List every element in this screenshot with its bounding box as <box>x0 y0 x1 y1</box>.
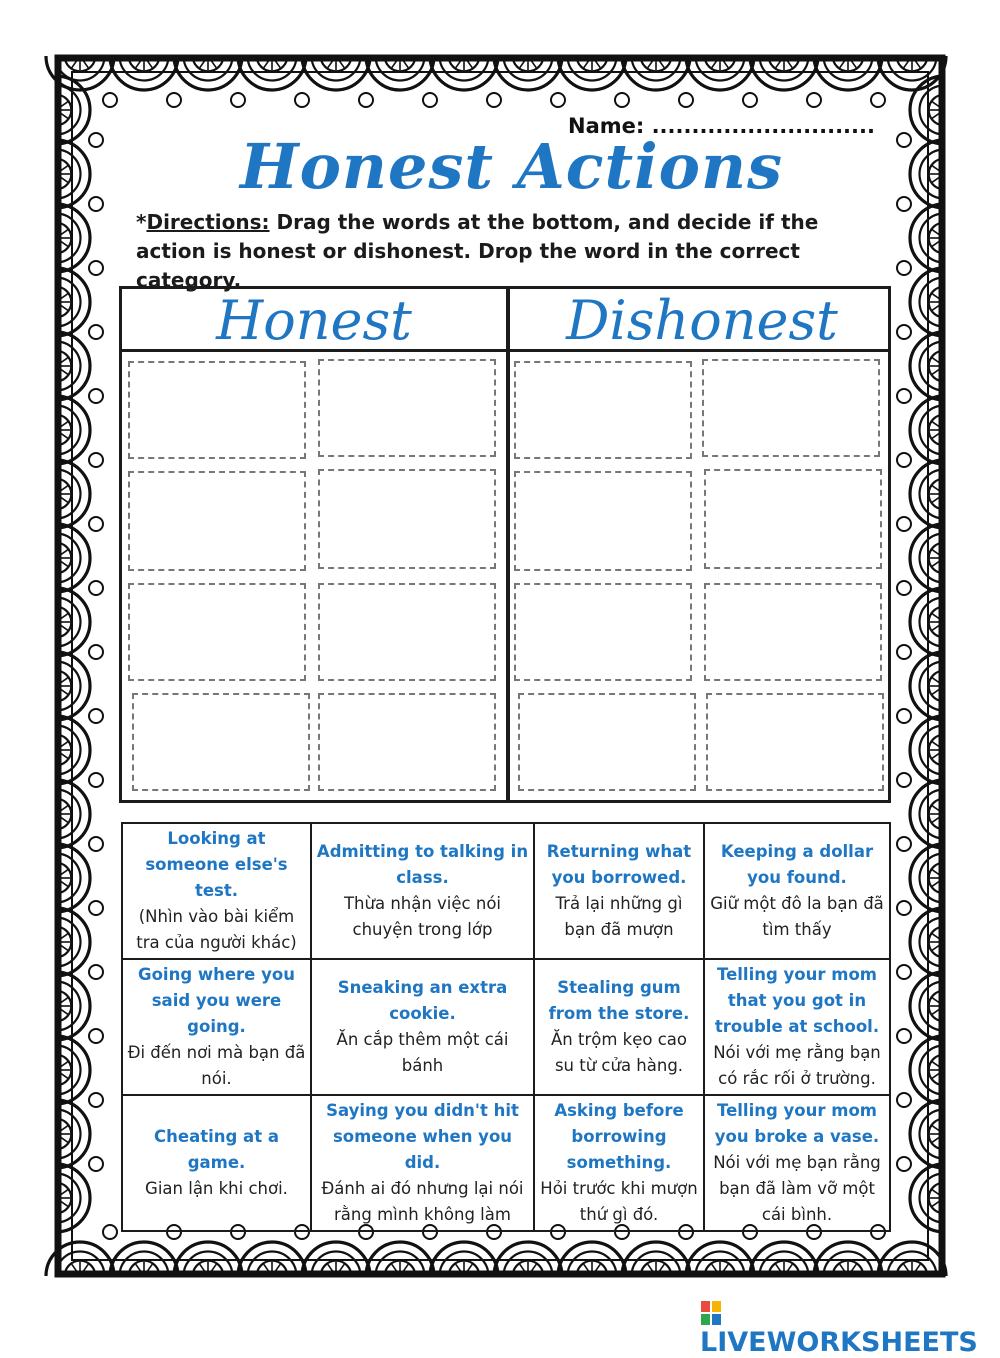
directions-text <box>136 208 876 295</box>
card-vietnamese: Hỏi trước khi mượn thứ gì đó. <box>540 1179 698 1224</box>
card-vietnamese: Ăn cắp thêm một cái bánh <box>336 1030 509 1075</box>
directions-label: Directions: <box>146 210 270 234</box>
word-card[interactable] <box>704 1095 890 1231</box>
dishonest-column-heading: Dishonest <box>566 289 838 352</box>
worksheet-title: Honest Actions <box>240 130 783 203</box>
word-card[interactable] <box>311 959 534 1095</box>
card-vietnamese: Nói với mẹ bạn rằng bạn đã làm vỡ một cái bình. <box>713 1153 881 1224</box>
card-english: Cheating at a game. <box>154 1127 279 1172</box>
honest-drop-zone-7[interactable] <box>132 693 310 791</box>
honest-drop-zone-6[interactable] <box>318 583 496 681</box>
logo-text: LIVEWORKSHEETS <box>700 1327 978 1358</box>
honest-drop-zone-8[interactable] <box>318 693 496 791</box>
column-divider <box>506 289 510 800</box>
card-vietnamese: Nói với mẹ rằng bạn có rắc rối ở trường. <box>713 1043 881 1088</box>
honest-drop-zone-4[interactable] <box>318 469 496 569</box>
word-card[interactable] <box>122 1095 311 1231</box>
card-english: Returning what you borrowed. <box>546 842 692 887</box>
card-english: Stealing gum from the store. <box>548 978 690 1023</box>
card-vietnamese: (Nhìn vào bài kiểm tra của người khác) <box>136 907 297 952</box>
dishonest-drop-zone-1[interactable] <box>514 361 692 459</box>
card-vietnamese: Đánh ai đó nhưng lại nói rằng mình không làm <box>321 1179 524 1224</box>
dishonest-drop-zone-2[interactable] <box>702 359 880 457</box>
card-english: Looking at someone else's test. <box>145 829 288 900</box>
name-field-label: Name: ............................ <box>568 114 875 138</box>
card-english: Keeping a dollar you found. <box>720 842 874 887</box>
dishonest-drop-zone-7[interactable] <box>518 693 696 791</box>
word-card[interactable] <box>704 959 890 1095</box>
directions-body: Drag the words at the bottom, and decide if the action is honest or dishonest. Drop the word in the correct category. <box>136 210 819 292</box>
dishonest-drop-zone-6[interactable] <box>704 583 882 681</box>
card-english: Going where you said you were going. <box>138 965 295 1036</box>
word-card[interactable] <box>122 823 311 959</box>
card-english: Admitting to talking in class. <box>316 842 529 887</box>
card-english: Asking before borrowing something. <box>554 1101 684 1172</box>
card-english: Saying you didn't hit someone when you did. <box>326 1101 519 1172</box>
word-card[interactable] <box>704 823 890 959</box>
word-card[interactable] <box>534 959 704 1095</box>
honest-drop-zone-1[interactable] <box>128 361 306 459</box>
card-vietnamese: Đi đến nơi mà bạn đã nói. <box>127 1043 306 1088</box>
dishonest-drop-zone-8[interactable] <box>706 693 884 791</box>
card-vietnamese: Gian lận khi chơi. <box>145 1179 288 1198</box>
directions-asterisk: * <box>136 210 147 234</box>
word-card[interactable] <box>311 1095 534 1231</box>
logo-icon <box>700 1300 722 1326</box>
sorting-area <box>119 286 891 803</box>
card-english: Telling your mom you broke a vase. <box>714 1101 880 1146</box>
liveworksheets-logo[interactable] <box>700 1296 1000 1358</box>
card-vietnamese: Trả lại những gì bạn đã mượn <box>555 894 683 939</box>
honest-drop-zone-5[interactable] <box>128 583 306 681</box>
word-bank <box>121 822 891 1232</box>
card-vietnamese: Thừa nhận việc nói chuyện trong lớp <box>343 894 502 939</box>
card-vietnamese: Ăn trộm kẹo cao su từ cửa hàng. <box>551 1030 687 1075</box>
honest-column-heading: Honest <box>216 289 412 352</box>
card-english: Telling your mom that you got in trouble at school. <box>714 965 880 1036</box>
dishonest-drop-zone-5[interactable] <box>514 583 692 681</box>
word-card[interactable] <box>122 959 311 1095</box>
dishonest-drop-zone-4[interactable] <box>704 469 882 569</box>
card-english: Sneaking an extra cookie. <box>337 978 508 1023</box>
word-card[interactable] <box>534 823 704 959</box>
word-card[interactable] <box>534 1095 704 1231</box>
card-vietnamese: Giữ một đô la bạn đã tìm thấy <box>710 894 884 939</box>
honest-drop-zone-3[interactable] <box>128 471 306 571</box>
dishonest-drop-zone-3[interactable] <box>514 471 692 571</box>
honest-drop-zone-2[interactable] <box>318 359 496 457</box>
word-card[interactable] <box>311 823 534 959</box>
